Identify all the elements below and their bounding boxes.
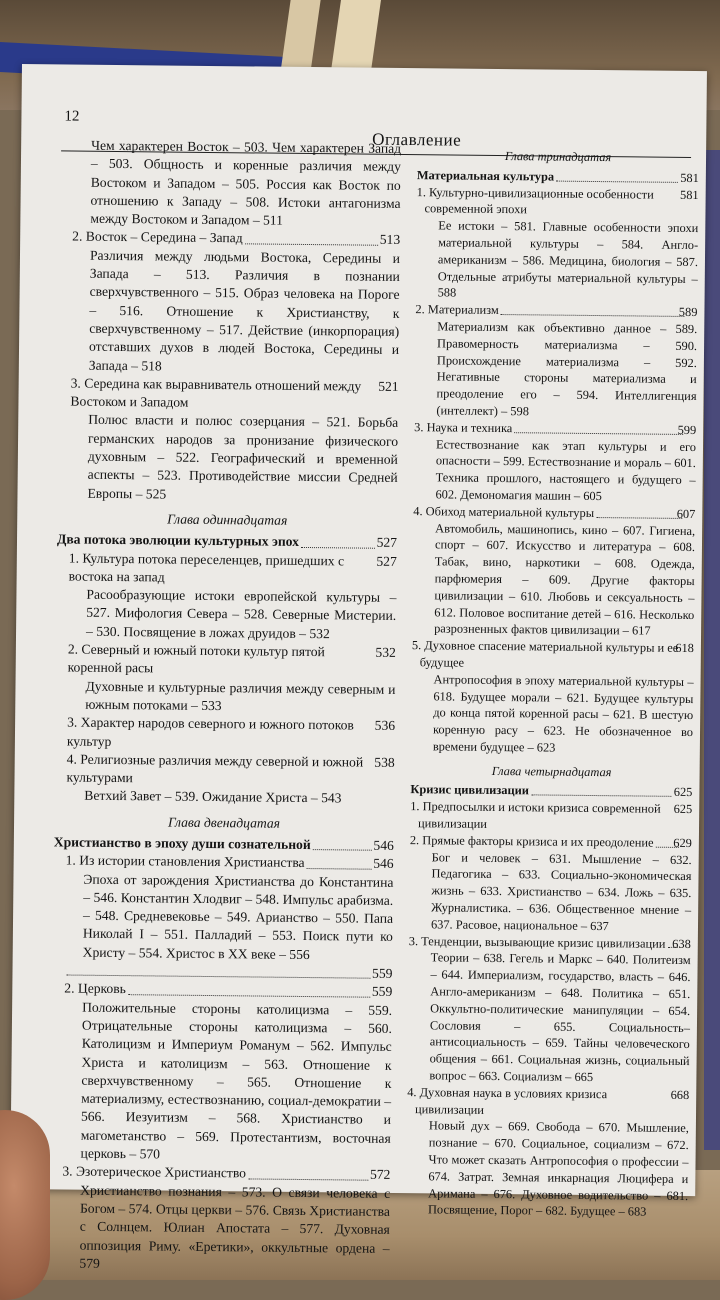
toc-page-number: 521 <box>378 378 399 415</box>
toc-page-number: 581 <box>680 170 699 187</box>
toc-entry <box>416 184 698 221</box>
leader-dots <box>245 230 378 246</box>
right-column <box>406 140 699 1221</box>
toc-entry-title: 1. Культурно-цивилизационные особенности современной эпохи <box>424 184 684 220</box>
toc-entry-body: Естествознание как этап культуры и его опасности – 599. Естествознание и мораль – 601. Техника прошлого, настоящего и будущего – 602. Демономагия машин – 605 <box>413 436 696 506</box>
toc-page-number: 559 <box>372 965 393 984</box>
toc-entry-title: 3. Наука и техника <box>422 419 512 437</box>
toc-entry-body: Христианство познания – 573. О связи человека с Богом – 574. Отцы церкви – 576. Связь Христианства с Солнцем. Юлиан Апостата – 577. Духовная оппозиция Риму. «Еретики», оккультные ордена – 579 <box>49 1181 390 1276</box>
thumb <box>0 1110 50 1300</box>
toc-entry-body: Ветхий Завет – 539. Ожидание Христа – 543 <box>54 787 394 809</box>
toc-entry <box>410 798 692 835</box>
chapter-title-text: Материальная культура <box>417 167 554 185</box>
toc-page-number: 527 <box>376 552 397 589</box>
toc-page-number: 546 <box>373 855 394 874</box>
toc-entry <box>58 374 398 414</box>
leader-dots <box>301 533 375 548</box>
toc-page-number: 538 <box>374 754 395 791</box>
toc-page-number: 668 <box>678 1087 689 1121</box>
leader-dots <box>531 783 672 797</box>
toc-page-number: 532 <box>375 644 396 681</box>
toc-entry-body: Автомобиль, машинопись, кино – 607. Гигиена, спорт – 607. Искусство и литература – 608. Табак, вино, наркотики – 608. Одежда, парфюмерия – 609. Другие факторы цивилизации – 610. Любовь и сексуальность – 612. Половое воспитание детей – 616. Несколько разрозненных фактов цивилизации – 617 <box>412 520 695 641</box>
toc-entry-title: 1. Предпосылки и истоки кризиса современной цивилизации <box>418 798 678 834</box>
toc-entry <box>407 1084 689 1121</box>
toc-page-number: 638 <box>680 936 691 953</box>
toc-entry-title: 4. Обиход материальной культуры <box>421 503 594 522</box>
toc-entry-title: 2. Прямые факторы кризиса и их преодоление <box>418 832 654 851</box>
toc-entry-body: Различия между людьми Востока, Середины и Запада – 513. Различия в познании сверхчувственного – 515. Образ человека на Пороге – 516. Отношение к Христианству, к сверхчувственному – 517. Действие (инкорпорация) отставших духов в людей Востока, Середины и Запада – 518 <box>59 246 400 378</box>
chapter-title-text: Кризис цивилизации <box>410 782 529 800</box>
chapter-title-text: Христианство в эпоху души сознательной <box>54 833 311 854</box>
toc-page-number: 546 <box>373 837 394 856</box>
left-column <box>49 136 401 1276</box>
leader-dots <box>248 1165 368 1181</box>
toc-entry-title: 3. Тенденции, вызывающие кризис цивилизации <box>417 933 666 952</box>
leader-dots <box>596 505 683 519</box>
chapter-label: Глава тринадцатая <box>417 147 699 167</box>
toc-entry-body: Новый дух – 669. Свобода – 670. Мышление, познание – 670. Социальное, социализм – 672. Что может сказать Антропософия о профессии – 674. Затрат. Земная инкарнация Люцифера и Аримана – 676. Духовное водительство – 681. Посвящение, Порог – 682. Будущее – 683 <box>406 1118 689 1222</box>
leader-dots <box>307 854 372 869</box>
toc-entry-title: 4. Религиозные различия между северной и южной культурами <box>66 750 370 790</box>
toc-page-number: 527 <box>377 534 398 553</box>
toc-page-number: 625 <box>681 801 692 835</box>
toc-entry-body: Чем характерен Восток – 503. Чем характерен Запад – 503. Общность и коренные различия между Востоком и Западом – 505. Россия как Восток по отношению к Западу – 508. Истоки антагонизма между Востоком и Западом – 511 <box>60 136 401 231</box>
toc-page-number: 607 <box>685 506 696 523</box>
toc-entry-title: 2. Церковь <box>64 980 126 999</box>
toc-entry-title: 1. Из истории становления Христианства <box>66 852 305 873</box>
toc-entry-body: Теории – 638. Гегель и Маркс – 640. Политеизм – 644. Империализм, государство, власть – 646. Англо-американизм – 648. Политика – 651. Оккультно-политические манипуляции – 654. Сословия – 655. Социальность–антисоциальность – 659. Тайны человеческого общения – 661. Социальная жизнь, социальный вопрос – 663. Социализм – 665 <box>407 950 690 1087</box>
toc-page-number: 589 <box>687 304 698 321</box>
toc-page-number: 625 <box>674 784 693 801</box>
toc-entry-title: 2. Восток – Середина – Запад <box>72 228 243 248</box>
chapter-label: Глава одиннадцатая <box>57 509 397 531</box>
background-right-edge <box>704 150 720 1150</box>
leader-dots <box>66 962 370 979</box>
leader-dots <box>514 420 683 435</box>
toc-entry-title: 5. Духовное спасение материальной культуры и ее будущее <box>420 637 680 673</box>
toc-entry-title: 3. Середина как выравниватель отношений между Востоком и Западом <box>70 374 374 414</box>
toc-page-number: 629 <box>681 835 692 852</box>
toc-entry-body: Расообразующие истоки европейской культуры – 527. Мифология Севера – 528. Северные Мистерии. – 530. Посвящение в ложах друидов – 532 <box>56 586 397 644</box>
page-title: Оглавление <box>372 130 461 151</box>
toc-entry-title: 3. Эзотерическое Христианство <box>62 1163 246 1183</box>
toc-entry-title: 4. Духовная наука в условиях кризиса цивилизации <box>415 1084 675 1120</box>
toc-entry-title: 2. Северный и южный потоки культур пятой коренной расы <box>68 641 372 681</box>
toc-entry-body: Положительные стороны католицизма – 559. Отрицательные стороны католицизма – 560. Католицизм и Империум Романум – 562. Импульс Христа и католицизм – 563. Отношение к сверхчувственному – 565. Отношение к материализму, естествознанию, социал-демократии – 566. Иезуитизм – 568. Христианство и магометанство – 569. Протестантизм, восточная церковь – 570 <box>50 998 392 1166</box>
toc-entry-body: Полюс власти и полюс созерцания – 521. Борьба германских народов за пронизание физического духовным – 522. Географический и временной аспекты – 523. Противодействие миссии Средней Европы – 525 <box>57 411 398 506</box>
toc-page-number: 572 <box>370 1166 391 1185</box>
page-number: 12 <box>64 108 79 125</box>
toc-entry-title: 1. Культура потока переселенцев, пришедших с востока на запад <box>69 549 373 589</box>
leader-dots <box>501 302 685 317</box>
book-page <box>10 64 707 1196</box>
toc-page-number: 581 <box>688 187 699 221</box>
leader-dots <box>556 168 678 182</box>
toc-page-number: 559 <box>372 983 393 1002</box>
chapter-label: Глава четырнадцатая <box>411 762 693 782</box>
chapter-label: Глава двенадцатая <box>54 812 394 834</box>
toc-entry-title: 3. Характер народов северного и южного потоков культур <box>67 714 371 754</box>
toc-entry <box>55 714 395 754</box>
leader-dots <box>313 836 372 851</box>
toc-entry <box>56 640 396 680</box>
chapter-title-text: Два потока эволюции культурных эпох <box>57 531 299 552</box>
toc-page-number: 599 <box>686 422 697 439</box>
toc-page-number: 513 <box>380 231 401 250</box>
leader-dots <box>128 981 370 998</box>
toc-page-number: 618 <box>683 640 694 674</box>
toc-entry <box>57 549 397 589</box>
toc-entry-title: 2. Материализм <box>423 301 498 319</box>
toc-entry <box>412 637 694 674</box>
toc-entry-body: Антропософия в эпоху материальной культуры – 618. Будущее морали – 621. Будущее культуры до конца пятой коренной расы – 621. В шестую коренную расу – 623. Не обозначенное во времени будущее – 623 <box>411 671 694 758</box>
toc-entry <box>54 750 394 790</box>
toc-page-number: 536 <box>374 717 395 754</box>
toc-entry-body: Материализм как объективно данное – 589. Правомерность материализма – 590. Происхождение материализма – 592. Негативные стороны материализма и преодоление его – 594. Интеллигенция (интеллект) – 598 <box>414 318 697 422</box>
toc-entry-body: Ее истоки – 581. Главные особенности эпохи материальной культуры – 584. Англо-американизм – 586. Медицина, биология – 587. Отдельные атрибуты материальной культуры – 588 <box>416 217 699 304</box>
toc-entry-body: Бог и человек – 631. Мышление – 632. Педагогика – 633. Социально-экономическая жизнь – 633. Христианство – 634. Ложь – 635. Журналистика. – 636. Общественное мнение – 637. Расовое, национальное – 637 <box>409 849 692 936</box>
toc-entry-body: Эпоха от зарождения Христианства до Константина – 546. Константин Хлодвиг – 548. Импульс арабизма. – 548. Средневековье – 549. Арианство – 550. Папа Николай I – 551. Палладий – 553. Поиск пути ко Христу – 554. Христос в XX веке – 556 <box>53 870 394 965</box>
toc-entry-body: Духовные и культурные различия между северным и южным потоками – 533 <box>55 677 395 717</box>
